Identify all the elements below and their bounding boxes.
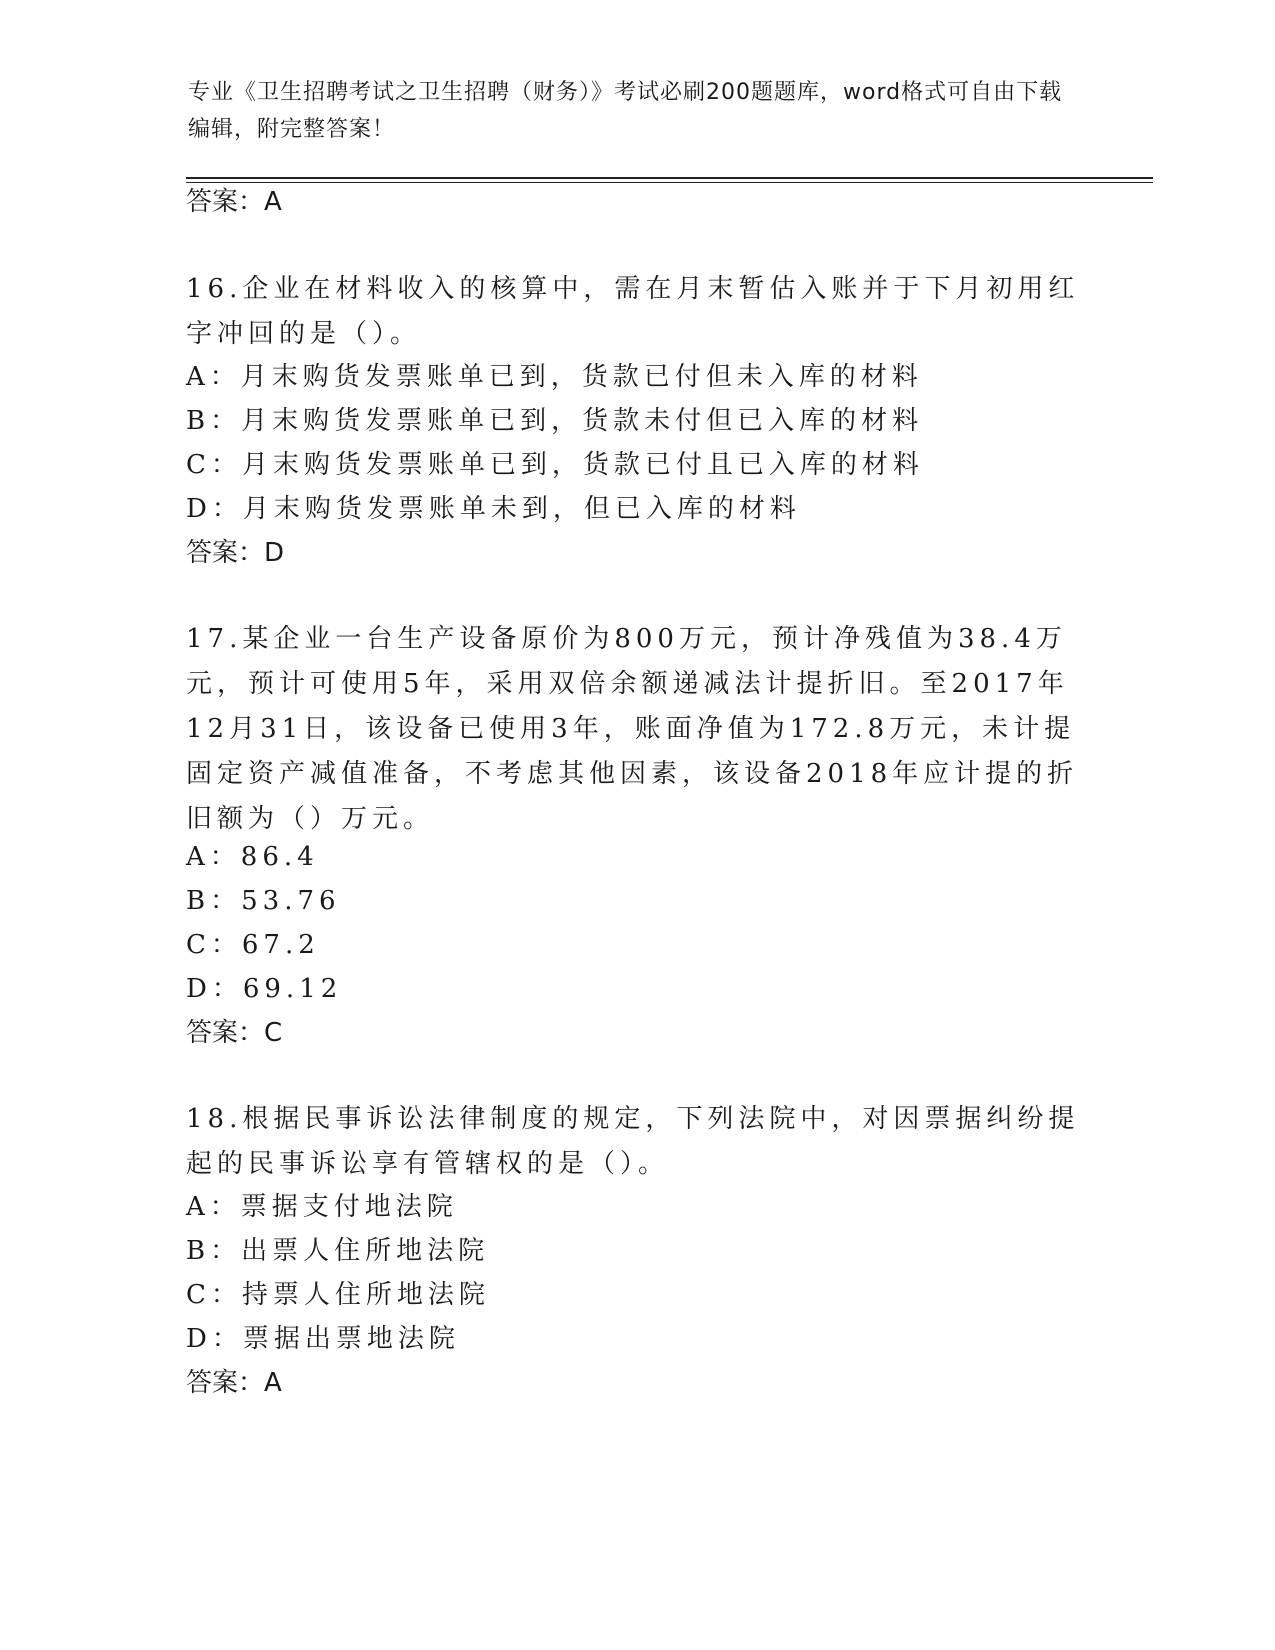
answer-15: 答案：A [186, 187, 282, 217]
answer-18: 答案：A [186, 1368, 282, 1398]
answer-17: 答案：C [186, 1018, 283, 1048]
question-17-option-d: D：69.12 [186, 974, 343, 1004]
question-17-option-c: C：67.2 [186, 930, 320, 960]
question-18-option-a: A：票据支付地法院 [186, 1192, 458, 1222]
question-17-option-b: B：53.76 [186, 886, 341, 916]
question-18-option-c: C：持票人住所地法院 [186, 1280, 490, 1310]
question-18-text: 18.根据民事诉讼法律制度的规定，下列法院中，对因票据纠纷提起的民事诉讼享有管辖权的是（）。 [186, 1104, 1080, 1179]
question-18-option-b: B：出票人住所地法院 [186, 1236, 490, 1266]
document-header: 专业《卫生招聘考试之卫生招聘（财务）》考试必刷200题题库，word格式可自由下载编辑，附完整答案！ [188, 80, 1063, 142]
question-16-option-c: C：月末购货发票账单已到，货款已付且已入库的材料 [186, 450, 924, 480]
question-18-option-d: D：票据出票地法院 [186, 1324, 460, 1354]
question-17-text: 17.某企业一台生产设备原价为800万元，预计净残值为38.4万元，预计可使用5年，采用双倍余额递减法计提折旧。至2017年12月31日，该设备已使用3年，账面净值为172.8万元，未计提固定资产减值准备，不考虑其他因素，该设备2018年应计提的折旧额为（）万元。 [186, 624, 1079, 834]
question-16-option-d: D：月末购货发票账单未到，但已入库的材料 [186, 494, 801, 524]
question-17-option-a: A：86.4 [186, 842, 319, 872]
header-divider [186, 177, 1153, 179]
answer-16: 答案：D [186, 538, 285, 568]
question-16-option-b: B：月末购货发票账单已到，货款未付但已入库的材料 [186, 406, 924, 436]
question-16-option-a: A：月末购货发票账单已到，货款已付但未入库的材料 [186, 362, 923, 392]
header-divider-thin [186, 182, 1153, 183]
question-16-text: 16.企业在材料收入的核算中，需在月末暂估入账并于下月初用红字冲回的是（）。 [186, 274, 1080, 349]
